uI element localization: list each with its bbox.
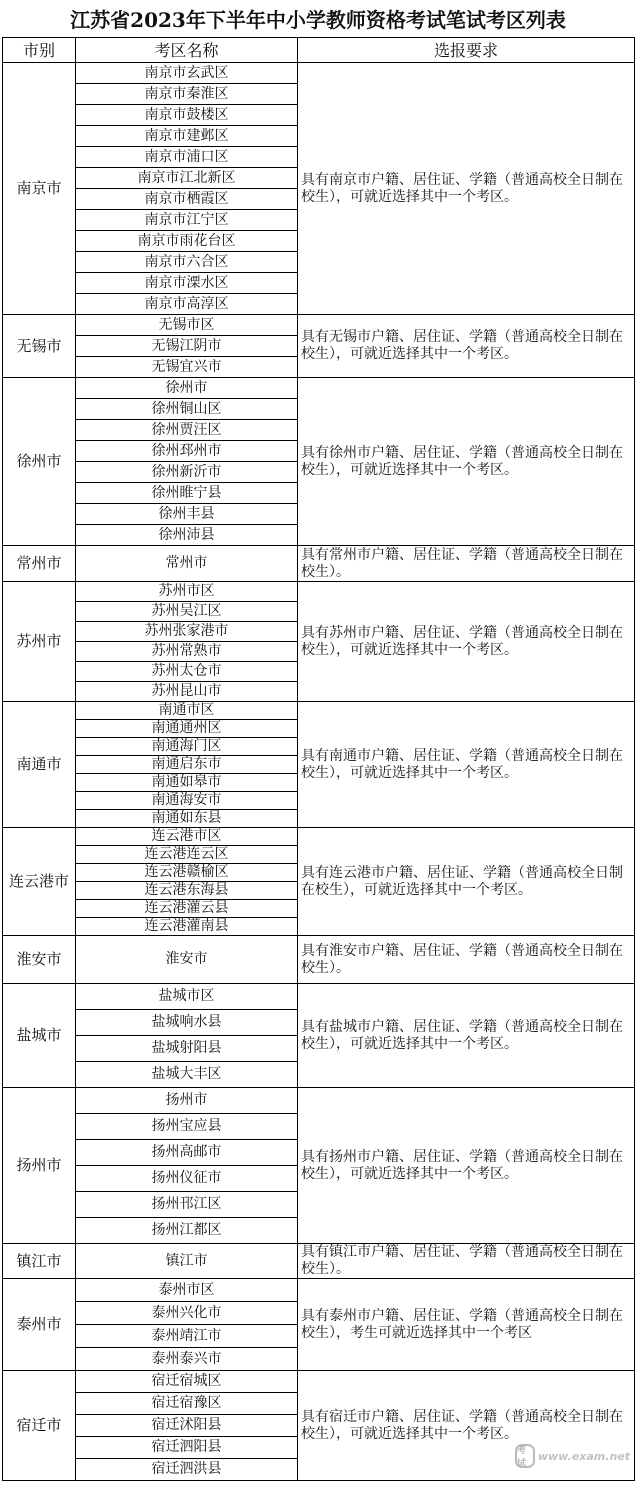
table-row (3, 582, 635, 602)
requirement-cell: 具有南京市户籍、居住证、学籍（普通高校全日制在校生），可就近选择其中一个考区。 (298, 63, 635, 315)
district-cell: 扬州江都区 (76, 1218, 298, 1244)
district-cell: 泰州靖江市 (76, 1325, 298, 1348)
table-header-row (3, 38, 635, 63)
city-cell: 南京市 (3, 63, 76, 315)
district-cell: 徐州市 (76, 378, 298, 399)
table-row (3, 1279, 635, 1302)
requirement-cell: 具有常州市户籍、居住证、学籍（普通高校全日制在校生）。 (298, 546, 635, 582)
requirement-cell: 具有扬州市户籍、居住证、学籍（普通高校全日制在校生），可就近选择其中一个考区。 (298, 1088, 635, 1244)
district-cell: 泰州泰兴市 (76, 1348, 298, 1371)
table-row (3, 828, 635, 846)
district-cell: 南通通州区 (76, 720, 298, 738)
city-cell: 泰州市 (3, 1279, 76, 1371)
district-cell: 连云港灌云县 (76, 900, 298, 918)
district-cell: 盐城射阳县 (76, 1036, 298, 1062)
city-cell: 扬州市 (3, 1088, 76, 1244)
district-cell: 徐州新沂市 (76, 462, 298, 483)
district-cell: 宿迁宿城区 (76, 1371, 298, 1393)
district-cell: 扬州邗江区 (76, 1192, 298, 1218)
district-cell: 泰州兴化市 (76, 1302, 298, 1325)
watermark-logo-icon: 考试 (515, 1444, 535, 1468)
district-cell: 南京市六合区 (76, 252, 298, 273)
district-cell: 苏州常熟市 (76, 642, 298, 662)
district-cell: 宿迁沭阳县 (76, 1415, 298, 1437)
header-district: 考区名称 (76, 38, 298, 63)
district-cell: 宿迁泗阳县 (76, 1437, 298, 1459)
watermark (515, 1444, 630, 1468)
city-cell: 宿迁市 (3, 1371, 76, 1481)
district-cell: 苏州张家港市 (76, 622, 298, 642)
city-cell: 无锡市 (3, 315, 76, 378)
district-cell: 无锡市区 (76, 315, 298, 336)
table-row (3, 936, 635, 984)
district-cell: 扬州高邮市 (76, 1140, 298, 1166)
table-row (3, 546, 635, 582)
city-cell: 连云港市 (3, 828, 76, 936)
city-cell: 南通市 (3, 702, 76, 828)
header-requirement: 选报要求 (298, 38, 635, 63)
district-cell: 南通如东县 (76, 810, 298, 828)
district-cell: 淮安市 (76, 936, 298, 984)
district-cell: 无锡宜兴市 (76, 357, 298, 378)
table-row (3, 984, 635, 1010)
district-cell: 徐州邳州市 (76, 441, 298, 462)
district-cell: 徐州贾汪区 (76, 420, 298, 441)
requirement-cell: 具有盐城市户籍、居住证、学籍（普通高校全日制在校生），可就近选择其中一个考区。 (298, 984, 635, 1088)
table-row (3, 1371, 635, 1393)
page-title: 江苏省2023年下半年中小学教师资格考试笔试考区列表 (70, 7, 566, 32)
table-row (3, 378, 635, 399)
district-cell: 苏州市区 (76, 582, 298, 602)
requirement-cell: 具有南通市户籍、居住证、学籍（普通高校全日制在校生），可就近选择其中一个考区。 (298, 702, 635, 828)
district-cell: 南京市秦淮区 (76, 84, 298, 105)
district-cell: 苏州太仓市 (76, 662, 298, 682)
district-cell: 盐城响水县 (76, 1010, 298, 1036)
district-cell: 徐州丰县 (76, 504, 298, 525)
requirement-cell: 具有连云港市户籍、居住证、学籍（普通高校全日制在校生），可就近选择其中一个考区。 (298, 828, 635, 936)
city-cell: 盐城市 (3, 984, 76, 1088)
district-cell: 南京市江宁区 (76, 210, 298, 231)
district-cell: 南京市溧水区 (76, 273, 298, 294)
requirement-cell: 具有苏州市户籍、居住证、学籍（普通高校全日制在校生），可就近选择其中一个考区。 (298, 582, 635, 702)
district-cell: 苏州吴江区 (76, 602, 298, 622)
requirement-cell: 具有泰州市户籍、居住证、学籍（普通高校全日制在校生），考生可就近选择其中一个考区 (298, 1279, 635, 1371)
district-cell: 南京市高淳区 (76, 294, 298, 315)
requirement-cell: 具有镇江市户籍、居住证、学籍（普通高校全日制在校生）。 (298, 1244, 635, 1279)
district-cell: 无锡江阴市 (76, 336, 298, 357)
district-cell: 宿迁宿豫区 (76, 1393, 298, 1415)
table-row (3, 1244, 635, 1279)
district-cell: 南京市浦口区 (76, 147, 298, 168)
requirement-cell: 具有徐州市户籍、居住证、学籍（普通高校全日制在校生），可就近选择其中一个考区。 (298, 378, 635, 546)
district-cell: 南京市建邺区 (76, 126, 298, 147)
table-row (3, 315, 635, 336)
district-cell: 南通如皋市 (76, 774, 298, 792)
district-cell: 镇江市 (76, 1244, 298, 1279)
district-cell: 南京市江北新区 (76, 168, 298, 189)
city-cell: 淮安市 (3, 936, 76, 984)
district-cell: 泰州市区 (76, 1279, 298, 1302)
district-cell: 扬州市 (76, 1088, 298, 1114)
district-cell: 南京市栖霞区 (76, 189, 298, 210)
requirement-cell: 具有无锡市户籍、居住证、学籍（普通高校全日制在校生），可就近选择其中一个考区。 (298, 315, 635, 378)
district-cell: 常州市 (76, 546, 298, 582)
district-cell: 徐州沛县 (76, 525, 298, 546)
district-cell: 南京市鼓楼区 (76, 105, 298, 126)
district-cell: 南通启东市 (76, 756, 298, 774)
district-cell: 扬州宝应县 (76, 1114, 298, 1140)
exam-area-table (2, 37, 635, 1481)
district-cell: 盐城市区 (76, 984, 298, 1010)
requirement-cell: 具有淮安市户籍、居住证、学籍（普通高校全日制在校生）。 (298, 936, 635, 984)
district-cell: 连云港市区 (76, 828, 298, 846)
city-cell: 常州市 (3, 546, 76, 582)
table-body (3, 63, 635, 1481)
district-cell: 徐州铜山区 (76, 399, 298, 420)
header-city: 市别 (3, 38, 76, 63)
district-cell: 扬州仪征市 (76, 1166, 298, 1192)
district-cell: 南通海安市 (76, 792, 298, 810)
requirement-cell: 具有宿迁市户籍、居住证、学籍（普通高校全日制在校生），可就近选择其中一个考区。 (298, 1371, 635, 1481)
district-cell: 南京市雨花台区 (76, 231, 298, 252)
district-cell: 盐城大丰区 (76, 1062, 298, 1088)
table-row (3, 63, 635, 84)
district-cell: 连云港赣榆区 (76, 864, 298, 882)
district-cell: 宿迁泗洪县 (76, 1459, 298, 1481)
table-row (3, 1088, 635, 1114)
district-cell: 南通海门区 (76, 738, 298, 756)
district-cell: 南通市区 (76, 702, 298, 720)
district-cell: 连云港连云区 (76, 846, 298, 864)
table-row (3, 702, 635, 720)
district-cell: 连云港灌南县 (76, 918, 298, 936)
watermark-text: www.exam.net (537, 1449, 630, 1463)
district-cell: 南京市玄武区 (76, 63, 298, 84)
district-cell: 连云港东海县 (76, 882, 298, 900)
city-cell: 苏州市 (3, 582, 76, 702)
city-cell: 镇江市 (3, 1244, 76, 1279)
district-cell: 徐州睢宁县 (76, 483, 298, 504)
city-cell: 徐州市 (3, 378, 76, 546)
district-cell: 苏州昆山市 (76, 682, 298, 702)
